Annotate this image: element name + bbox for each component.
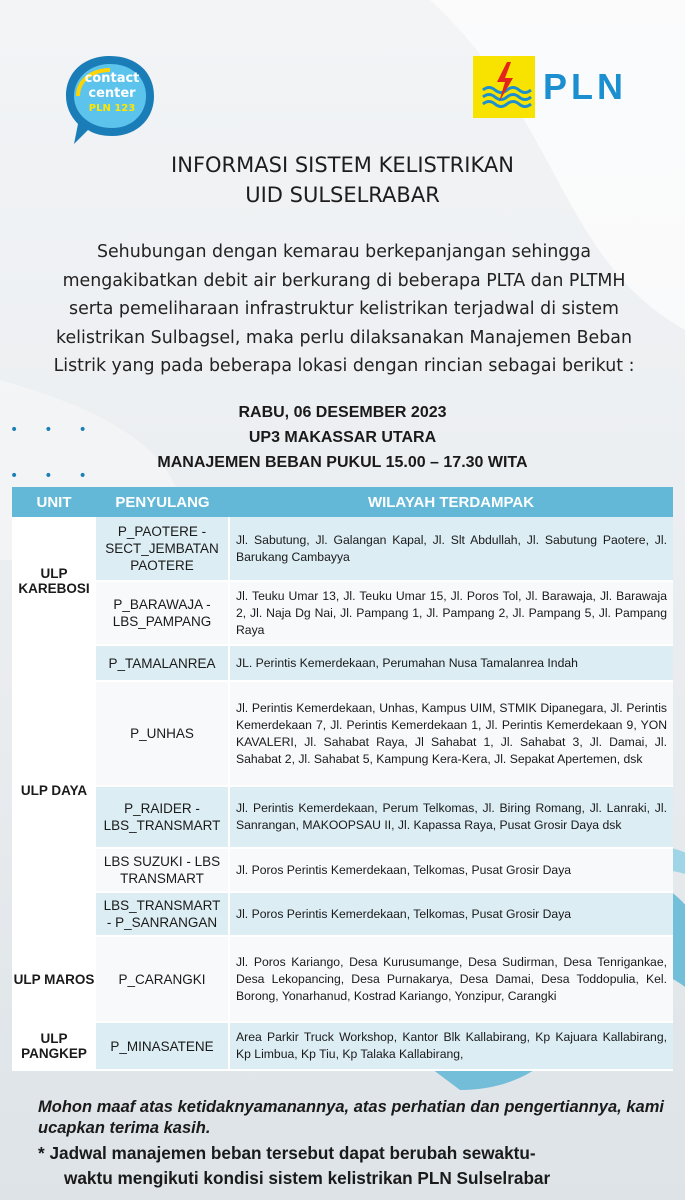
- penyulang-cell: P_BARAWAJA - LBS_PAMPANG: [96, 581, 229, 645]
- wilayah-cell: JL. Perintis Kemerdekaan, Perumahan Nusa Tamalanrea Indah: [229, 645, 673, 681]
- table-row: [12, 936, 673, 1022]
- table-row: [12, 1022, 673, 1070]
- lightning-icon: [473, 56, 535, 118]
- wilayah-cell: Jl. Poros Kariango, Desa Kurusumange, Desa Sudirman, Desa Tenrigankae, Desa Lekopancing, Desa Purnakarya, Desa Damai, Desa Toddopulia, Kel. Borong, Yonarhanud, Kostrad Kariango, Yonzipur, Carangki: [229, 936, 673, 1022]
- wilayah-cell: Jl. Sabutung, Jl. Galangan Kapal, Jl. Slt Abdullah, Jl. Sabutung Paotere, Jl. Barukang Cambayya: [229, 517, 673, 581]
- table-row: [12, 581, 673, 645]
- penyulang-cell: P_MINASATENE: [96, 1022, 229, 1070]
- schedule-unit: UP3 MAKASSAR UTARA: [248, 429, 437, 446]
- header-wilayah: WILAYAH TERDAMPAK: [229, 487, 673, 517]
- apology-text: Mohon maaf atas ketidaknyamanannya, atas perhatian dan pengertiannya, kami ucapkan terima kasih.: [38, 1098, 664, 1137]
- pln-wordmark: PLN: [543, 66, 627, 107]
- wilayah-cell: Jl. Teuku Umar 13, Jl. Teuku Umar 15, Jl. Poros Tol, Jl. Barawaja, Jl. Barawaja 2, Jl. Naja Dg Nai, Jl. Pampang 1, Jl. Pampang 2, Jl. Pampang 5, Jl. Pampang Raya: [229, 581, 673, 645]
- note-line-2: waktu mengikuti kondisi sistem kelistrikan PLN Sulselrabar: [64, 1168, 551, 1188]
- intro-line: mengakibatkan debit air berkurang di beberapa PLTA dan PLTMH: [62, 270, 626, 291]
- table-header-row: [12, 487, 673, 517]
- cc-line1: contact: [84, 71, 140, 86]
- schedule-time: MANAJEMEN BEBAN PUKUL 15.00 – 17.30 WITA: [157, 454, 528, 471]
- unit-cell: ULP DAYA: [12, 645, 96, 936]
- header-unit: UNIT: [12, 487, 96, 517]
- wilayah-cell: Jl. Poros Perintis Kemerdekaan, Telkomas, Pusat Grosir Daya: [229, 848, 673, 892]
- decorative-dots: •••: [10, 422, 113, 438]
- affected-areas-table: [12, 487, 673, 1071]
- unit-cell: ULP PANGKEP: [12, 1022, 96, 1070]
- penyulang-cell: P_UNHAS: [96, 681, 229, 786]
- footer: [38, 1097, 664, 1191]
- penyulang-cell: P_RAIDER - LBS_TRANSMART: [96, 786, 229, 848]
- wilayah-cell: Jl. Poros Perintis Kemerdekaan, Telkomas, Pusat Grosir Daya: [229, 892, 673, 936]
- table-row: [12, 892, 673, 936]
- title-line-1: INFORMASI SISTEM KELISTRIKAN: [171, 153, 514, 177]
- penyulang-cell: P_CARANGKI: [96, 936, 229, 1022]
- schedule-date: RABU, 06 DESEMBER 2023: [238, 404, 447, 421]
- wilayah-cell: Jl. Perintis Kemerdekaan, Perum Telkomas, Jl. Biring Romang, Jl. Lanraki, Jl. Sanrangan, MAKOOPSAU II, Jl. Kapassa Raya, Pusat Grosir Daya dsk: [229, 786, 673, 848]
- cc-line2: center: [88, 86, 136, 101]
- schedule-note: [38, 1141, 664, 1191]
- table-row: [12, 645, 673, 681]
- intro-line: serta pemeliharaan infrastruktur kelistrikan terjadwal di sistem: [69, 299, 619, 319]
- intro-line: kelistrikan Sulbagsel, maka perlu dilaksanakan Manajemen Beban: [56, 327, 632, 348]
- unit-cell: ULP KAREBOSI: [12, 517, 96, 645]
- intro-paragraph: [38, 238, 650, 381]
- table-row: [12, 848, 673, 892]
- table-row: [12, 786, 673, 848]
- unit-cell: ULP MAROS: [12, 936, 96, 1022]
- contact-center-logo: [62, 52, 158, 148]
- decorative-dots: •••: [10, 468, 113, 484]
- table-row: [12, 681, 673, 786]
- penyulang-cell: LBS SUZUKI - LBS TRANSMART: [96, 848, 229, 892]
- cc-line3: PLN 123: [88, 103, 136, 114]
- title-line-2: UID SULSELRABAR: [245, 183, 440, 207]
- table-row: [12, 517, 673, 581]
- page-title: [0, 150, 685, 210]
- penyulang-cell: P_PAOTERE - SECT_JEMBATAN PAOTERE: [96, 517, 229, 581]
- wilayah-cell: Jl. Perintis Kemerdekaan, Unhas, Kampus UIM, STMIK Dipanegara, Jl. Perintis Kemerdekaan 7, Jl. Perintis Kemerdekaan 1, Jl. Perintis Kemerdekaan 9, YON KAVALERI, Jl. Sahabat Raya, Jl Sahabat 1, Jl. Sahabat 3, Jl. Damai, Jl. Sahabat 2, Jl. Sahabat 5, Kampung Kera-Kera, Jl. Sepakat Apertemen, dsk: [229, 681, 673, 786]
- penyulang-cell: P_TAMALANREA: [96, 645, 229, 681]
- header-penyulang: PENYULANG: [96, 487, 229, 517]
- wilayah-cell: Area Parkir Truck Workshop, Kantor Blk Kallabirang, Kp Kajuara Kallabirang, Kp Limbua, Kp Tiu, Kp Talaka Kallabirang,: [229, 1022, 673, 1070]
- pln-logo: [473, 56, 627, 118]
- intro-line: Listrik yang pada beberapa lokasi dengan rincian sebagai berikut :: [53, 356, 635, 376]
- penyulang-cell: LBS_TRANSMART - P_SANRANGAN: [96, 892, 229, 936]
- intro-line: Sehubungan dengan kemarau berkepanjangan sehingga: [96, 242, 592, 262]
- note-line-1: * Jadwal manajemen beban tersebut dapat berubah sewaktu-: [38, 1143, 536, 1163]
